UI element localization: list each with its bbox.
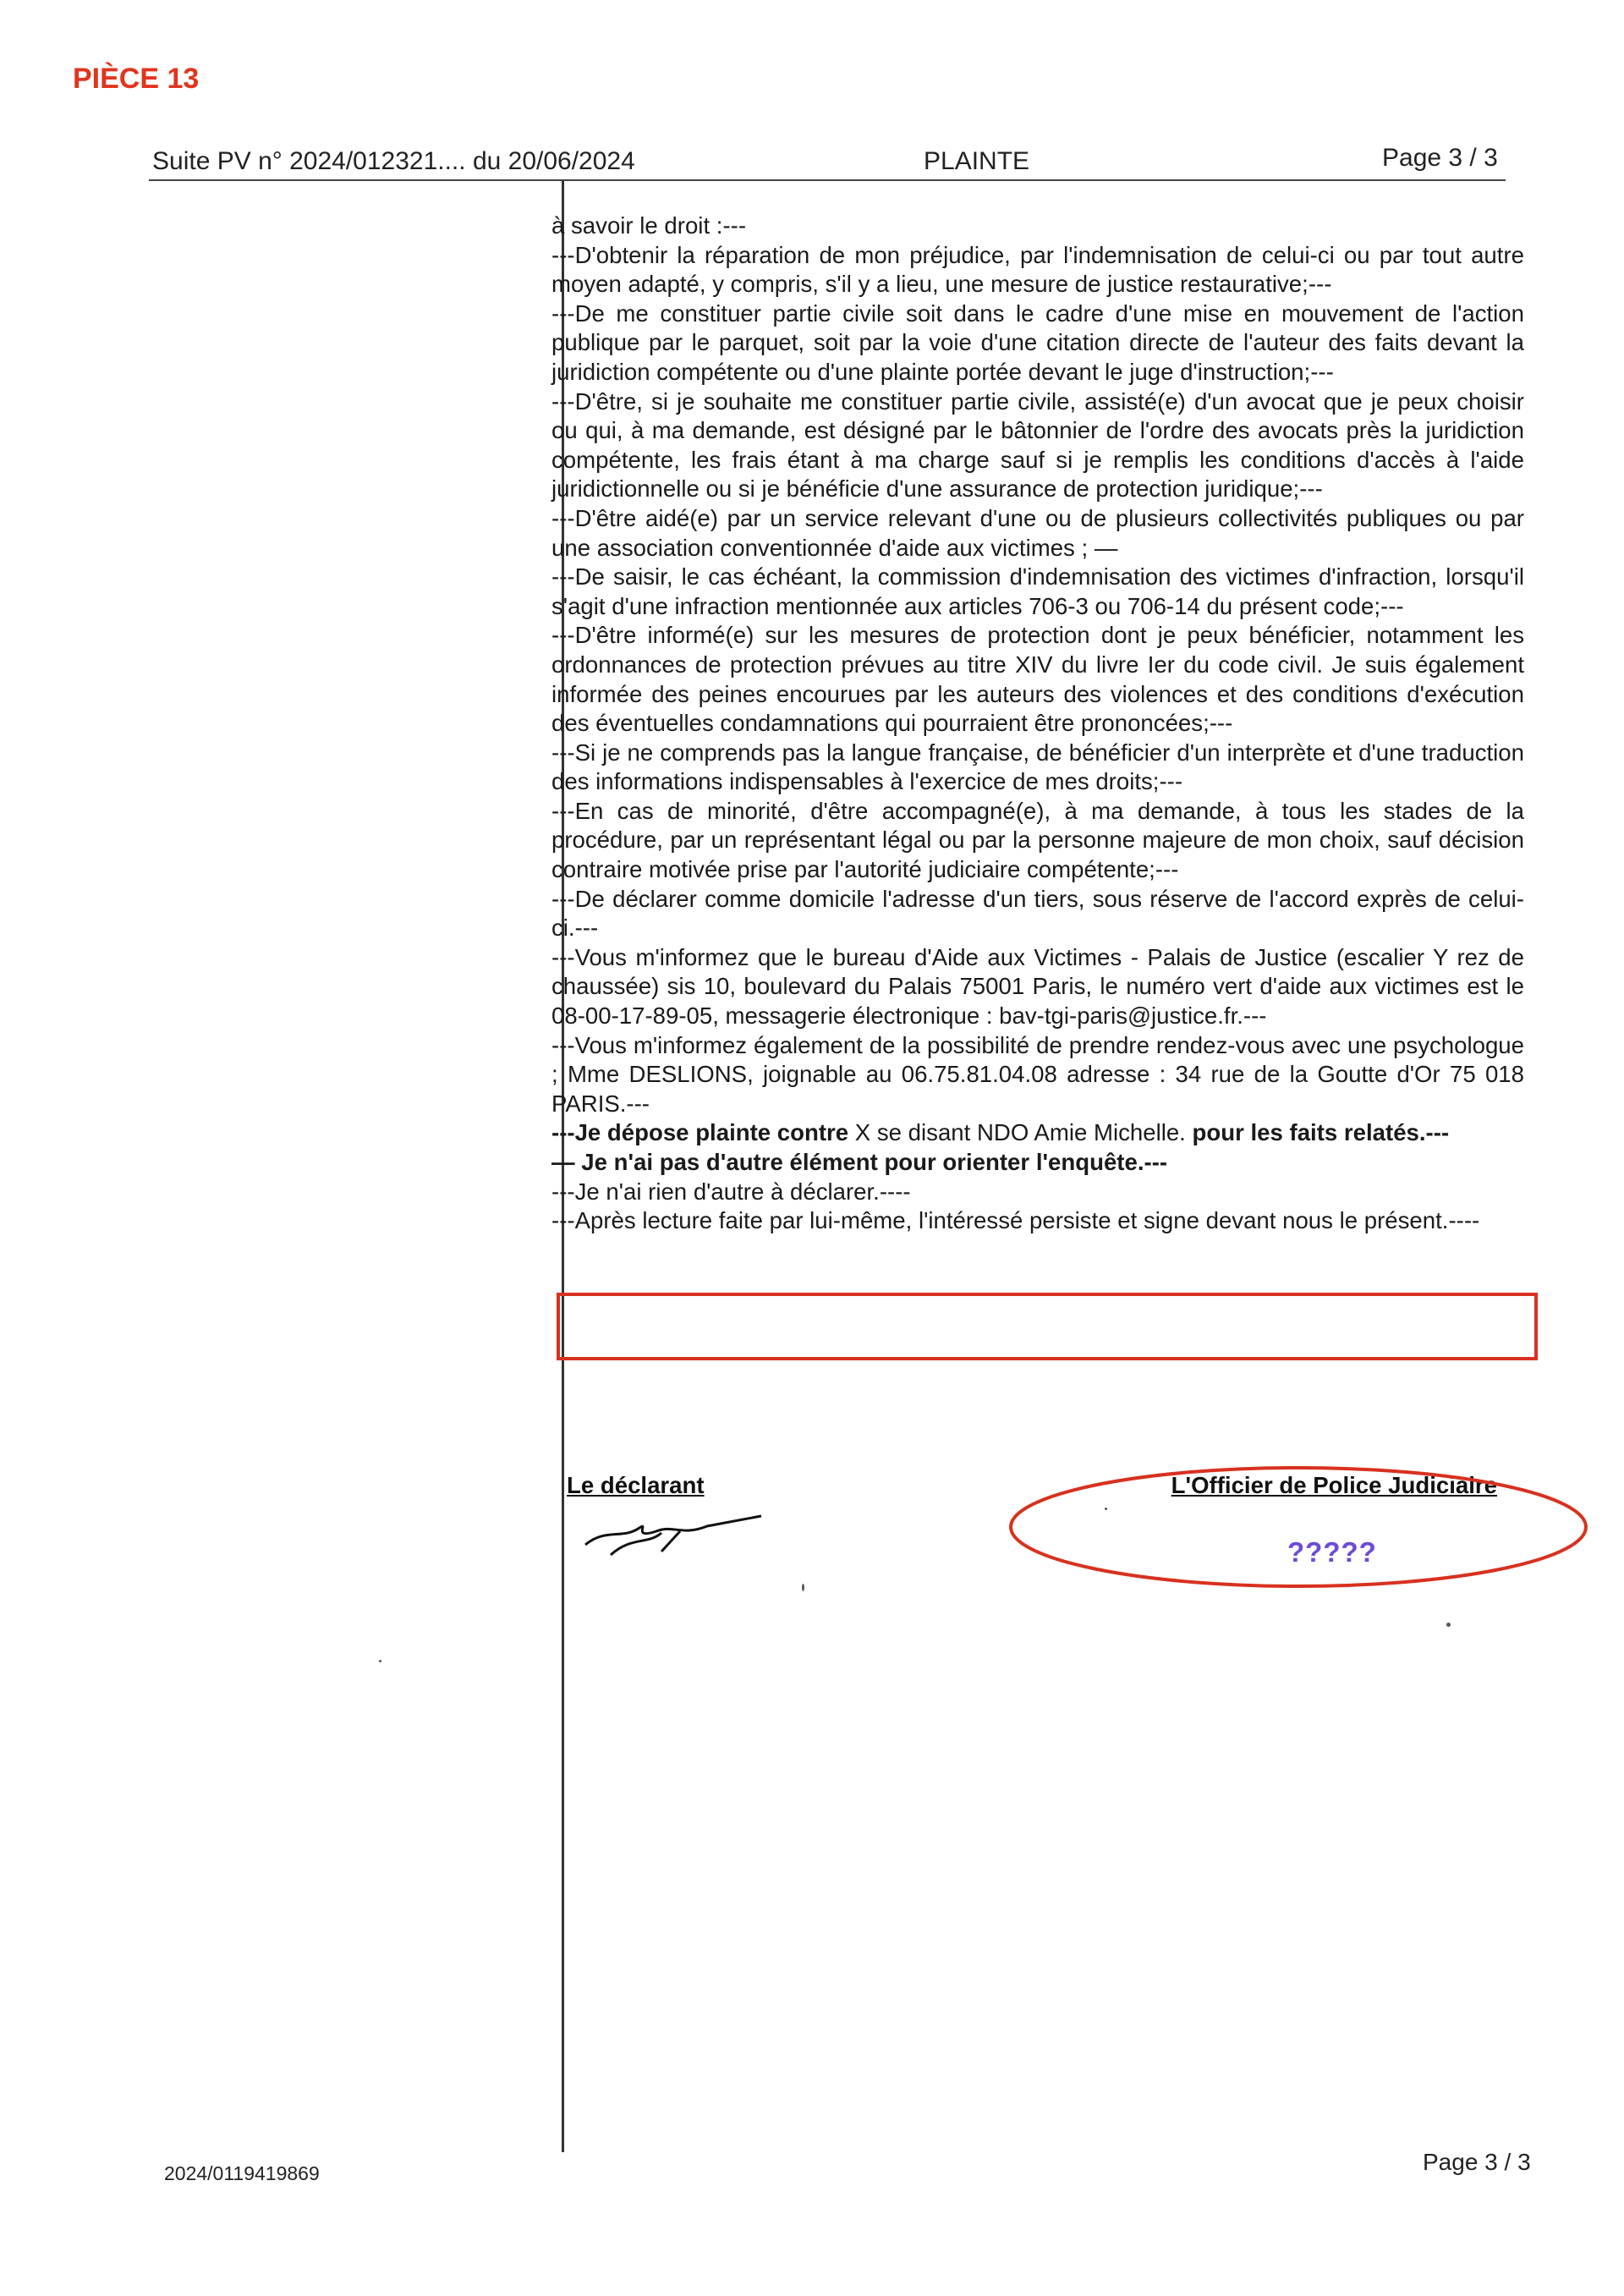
declarant-signature [580,1502,766,1562]
paragraph-depot-plainte [551,1118,1524,1148]
complaint-bold-start: ---Je dépose plainte contre [551,1119,849,1146]
paragraph-minorite: ---En cas de minorité, d'être accompagné(e), à ma demande, à tous les stades de la procédure, par un représentant légal ou par la personne majeure de mon choix, sauf décision contraire motivée prise par l'autorité judiciaire compétente;--- [551,797,1524,883]
paragraph-protection: ---D'être informé(e) sur les mesures de protection dont je peux bénéficier, notamment les ordonnances de protection prévues au titre XIV du livre Ier du code civil. Je suis également informée des peines encourues par les auteurs des violences et des conditions d'exécution des éventuelles condamnations qui pourraient être prononcées;--- [551,622,1524,737]
footer-page-number: Page 3 / 3 [1423,2149,1531,2175]
paragraph-partie-civile: ---De me constituer partie civile soit dans le cadre d'une mise en mouvement de l'action publique par le parquet, soit par la voie d'une citation directe de l'auteur des faits devant la juridiction compétente ou d'une plainte portée devant le juge d'instruction;--- [551,299,1524,385]
paragraph-bureau-aide: ---Vous m'informez que le bureau d'Aide aux Victimes - Palais de Justice (escalier Y rez de chaussée) sis 10, boulevard du Palais 75001 Paris, le numéro vert d'aide aux victimes est le 08-00-17-89-05, messagerie électronique : bav-tgi-paris@justice.fr.--- [551,943,1524,1030]
header-title: PLAINTE [924,147,1030,175]
complaint-body [551,211,1524,1236]
complaint-highlight-box [557,1293,1538,1360]
no-other-element-text: — Je n'ai pas d'autre élément pour orienter l'enquête.--- [551,1149,1168,1175]
paragraph-commission: ---De saisir, le cas échéant, la commission d'indemnisation des victimes d'infraction, lorsqu'il s'agit d'une infraction mentionnée aux articles 706-3 ou 706-14 du présent code;--- [551,563,1524,619]
header-reference: Suite PV n° 2024/012321.... du 20/06/2024 [152,147,635,175]
complaint-bold-end: pour les faits relatés.--- [1192,1119,1450,1146]
scan-speck [802,1584,804,1591]
header-rule [149,179,1506,181]
paragraph-no-other-element [551,1148,1524,1178]
paragraph-rights-intro: à savoir le droit :--- [551,212,747,239]
scan-speck [379,1660,381,1662]
paragraph-domicile: ---De déclarer comme domicile l'adresse d'un tiers, sous réserve de l'accord exprès de celui-ci.--- [551,885,1524,942]
paragraph-lecture: ---Après lecture faite par lui-même, l'intéressé persiste et signe devant nous le présent.---- [551,1207,1480,1234]
paragraph-reparation: ---D'obtenir la réparation de mon préjudice, par l'indemnisation de celui-ci ou par tout autre moyen adapté, y compris, s'il y a lieu, une mesure de justice restaurative;--- [551,241,1524,298]
officer-label: L'Officier de Police Judiciaire [1171,1472,1497,1498]
header-page-number: Page 3 / 3 [1382,144,1498,172]
officer-missing-annotation: ????? [1287,1536,1377,1568]
piece-stamp: PIÈCE 13 [73,63,200,95]
declarant-label: Le déclarant [567,1472,705,1498]
scan-speck [1105,1508,1107,1510]
scan-speck [1446,1623,1451,1627]
paragraph-aide-victimes: ---D'être aidé(e) par un service relevant d'une ou de plusieurs collectivités publiques ou par une association conventionnée d'aide aux victimes ; — [551,504,1524,561]
complaint-target: X se disant NDO Amie Michelle. [848,1119,1193,1146]
paragraph-nothing-else: ---Je n'ai rien d'autre à déclarer.---- [551,1178,911,1205]
paragraph-avocat: ---D'être, si je souhaite me constituer partie civile, assisté(e) d'un avocat que je peux choisir ou qui, à ma demande, est désigné par le bâtonnier de l'ordre des avocats près la juridiction compétente, les frais étant à ma charge sauf si je remplis les conditions d'accès à l'aide juridictionnelle ou si je bénéficie d'une assurance de protection juridique;--- [551,387,1524,503]
paragraph-psychologue: ---Vous m'informez également de la possibilité de prendre rendez-vous avec une psychologue ; Mme DESLIONS, joignable au 06.75.81.04.08 adresse : 34 rue de la Goutte d'Or 75 018 PARIS.--- [551,1031,1524,1117]
footer-reference: 2024/0119419869 [164,2162,320,2184]
officer-annotation-ellipse [1007,1464,1590,1590]
paragraph-interprete: ---Si je ne comprends pas la langue française, de bénéficier d'un interprète et d'une traduction des informations indispensables à l'exercice de mes droits;--- [551,739,1524,795]
